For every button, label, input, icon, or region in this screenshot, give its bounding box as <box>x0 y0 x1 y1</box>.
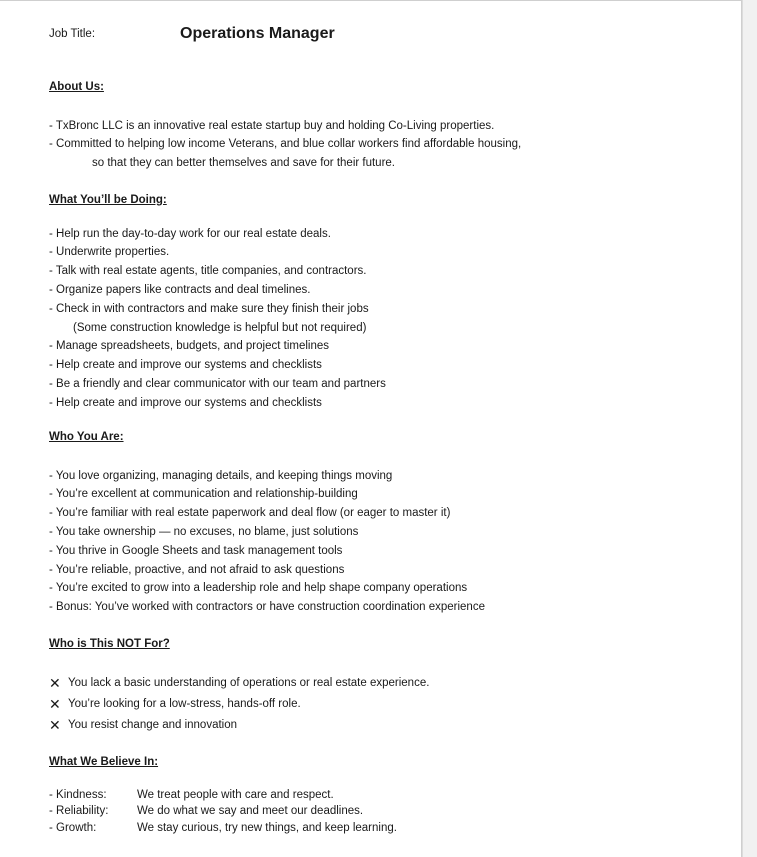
doing-line: - Help create and improve our systems and checklists <box>49 359 322 371</box>
not-for-heading: Who is This NOT For? <box>49 638 170 650</box>
who-line: - You take ownership — no excuses, no blame, just solutions <box>49 526 359 538</box>
doing-line: - Underwrite properties. <box>49 246 170 258</box>
who-line: - You’re excellent at communication and relationship-building <box>49 488 358 500</box>
value-text: We treat people with care and respect. <box>137 789 334 801</box>
value-text: We stay curious, try new things, and keep learning. <box>137 822 397 834</box>
doing-line: - Help create and improve our systems and checklists <box>49 397 322 409</box>
who-line: - You’re familiar with real estate paperwork and deal flow (or eager to master it) <box>49 507 451 519</box>
believe-heading: What We Believe In: <box>49 756 159 768</box>
x-mark-icon: ✕ <box>49 696 61 712</box>
value-label: - Reliability: <box>49 805 109 817</box>
doing-line: (Some construction knowledge is helpful but not required) <box>73 322 367 334</box>
doing-line: - Help run the day-to-day work for our real estate deals. <box>49 228 331 240</box>
value-text: We do what we say and meet our deadlines. <box>137 805 364 817</box>
doing-line: - Organize papers like contracts and deal timelines. <box>49 284 311 296</box>
who-line: - You love organizing, managing details, and keeping things moving <box>49 470 393 482</box>
about-line: - Committed to helping low income Veterans, and blue collar workers find affordable housing, <box>49 138 522 150</box>
doing-line: - Be a friendly and clear communicator with our team and partners <box>49 378 386 390</box>
doing-line: - Manage spreadsheets, budgets, and project timelines <box>49 340 329 352</box>
about-heading: About Us: <box>49 81 104 93</box>
not-for-item: You lack a basic understanding of operations or real estate experience. <box>68 677 430 689</box>
who-line: - You’re excited to grow into a leadership role and help shape company operations <box>49 582 468 594</box>
who-line: - Bonus: You’ve worked with contractors or have construction coordination experience <box>49 601 485 613</box>
who-heading: Who You Are: <box>49 431 124 443</box>
who-line: - You thrive in Google Sheets and task management tools <box>49 545 343 557</box>
job-title: Operations Manager <box>180 25 335 42</box>
value-label: - Growth: <box>49 822 97 834</box>
who-line: - You’re reliable, proactive, and not afraid to ask questions <box>49 564 345 576</box>
not-for-item: You resist change and innovation <box>68 719 238 731</box>
doing-heading: What You’ll be Doing: <box>49 194 167 206</box>
about-line: - TxBronc LLC is an innovative real estate startup buy and holding Co-Living properties. <box>49 120 495 132</box>
x-mark-icon: ✕ <box>49 675 61 691</box>
x-mark-icon: ✕ <box>49 717 61 733</box>
value-label: - Kindness: <box>49 789 107 801</box>
doing-line: - Check in with contractors and make sure they finish their jobs <box>49 303 369 315</box>
not-for-item: You’re looking for a low-stress, hands-off role. <box>68 698 301 710</box>
about-line: so that they can better themselves and save for their future. <box>92 157 395 169</box>
job-title-label: Job Title: <box>49 28 96 40</box>
doing-line: - Talk with real estate agents, title companies, and contractors. <box>49 265 367 277</box>
vertical-scrollbar[interactable] <box>742 0 757 857</box>
